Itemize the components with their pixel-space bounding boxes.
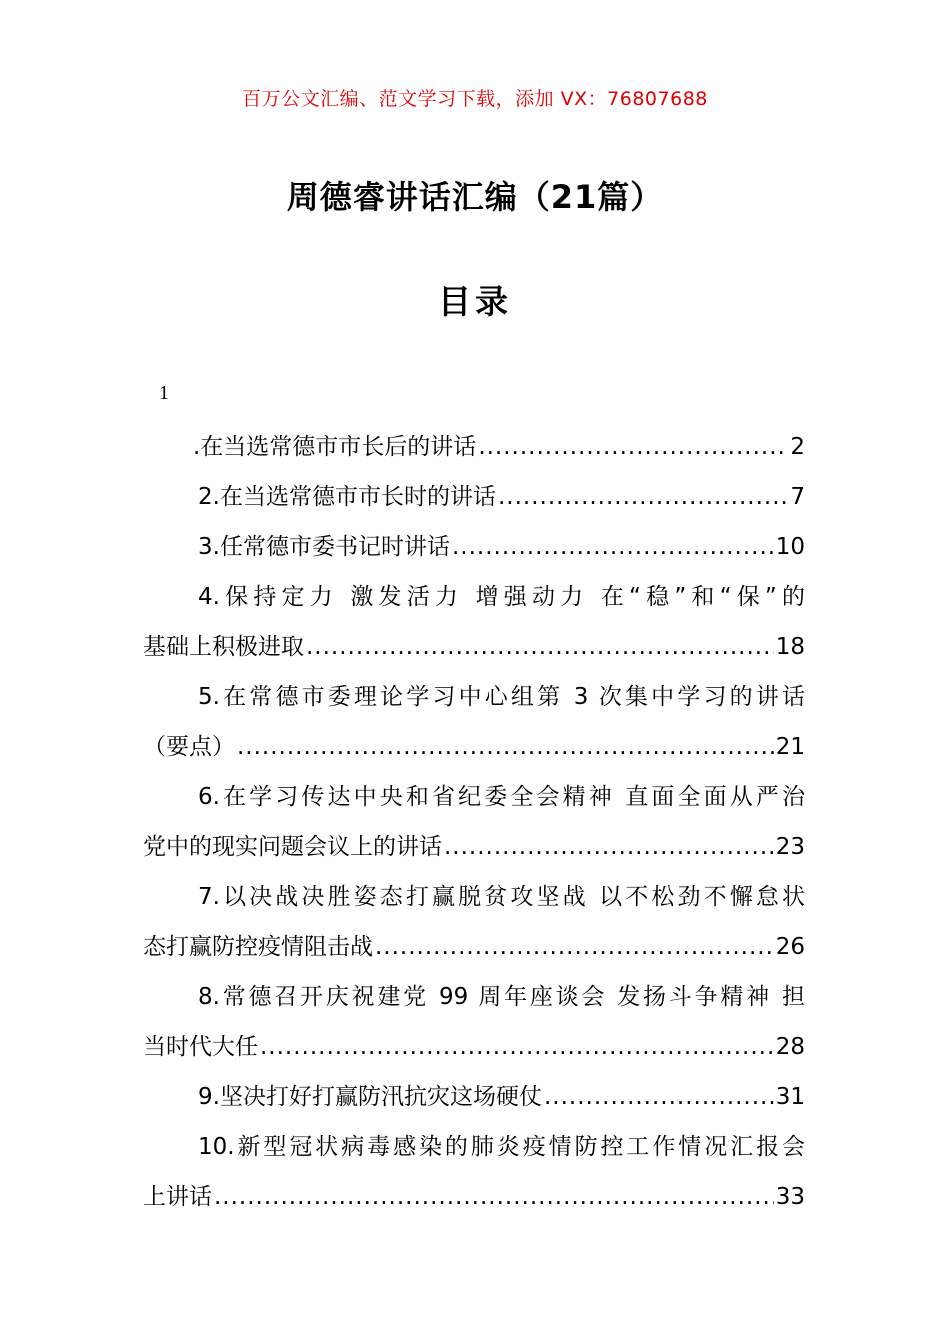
toc-entry[interactable] xyxy=(143,1072,805,1122)
toc-entry-page: 28 xyxy=(775,1034,805,1060)
page-marker: 1 xyxy=(159,382,169,404)
toc-entry[interactable] xyxy=(143,572,805,672)
toc-leader-dots xyxy=(306,622,774,672)
toc-entry-title-line2: 党中的现实问题会议上的讲话 xyxy=(143,834,442,860)
toc-entry-title: .在当选常德市市长后的讲话 xyxy=(193,434,477,460)
toc-entry[interactable] xyxy=(143,872,805,972)
toc-leader-dots xyxy=(478,422,788,472)
toc-entry-title-line1: 5.在常德市委理论学习中心组第 3 次集中学习的讲话 xyxy=(198,684,805,710)
toc-entry-page: 23 xyxy=(775,834,805,860)
toc-heading: 目录 xyxy=(438,282,512,321)
toc-entry-title: 3.任常德市委书记时讲话 xyxy=(198,534,450,560)
toc-entry-title-line2: 基础上积极进取 xyxy=(143,634,304,660)
toc-entry-page: 33 xyxy=(775,1184,805,1210)
toc-entry-title-line2: 当时代大任 xyxy=(143,1034,258,1060)
toc-entry-title-line2: 上讲话 xyxy=(143,1184,212,1210)
toc-leader-dots xyxy=(452,522,774,572)
toc-entry-page: 31 xyxy=(775,1084,805,1110)
toc-leader-dots xyxy=(544,1072,774,1122)
toc-entry-title: 2.在当选常德市市长时的讲话 xyxy=(198,484,496,510)
toc-entry-title-line2: 态打赢防控疫情阻击战 xyxy=(143,934,373,960)
toc-entry[interactable] xyxy=(143,522,805,572)
toc-leader-dots xyxy=(444,822,774,872)
toc-leader-dots xyxy=(498,472,788,522)
toc-entry[interactable] xyxy=(143,972,805,1072)
toc-leader-dots xyxy=(375,922,774,972)
toc-entry-page: 10 xyxy=(775,534,805,560)
toc-entry[interactable] xyxy=(143,1122,805,1222)
toc-entry[interactable] xyxy=(143,422,805,472)
toc-entry-title-line1: 8.常德召开庆祝建党 99 周年座谈会 发扬斗争精神 担 xyxy=(198,984,805,1010)
toc-entry-page: 2 xyxy=(790,434,805,460)
toc-entry-title-line2: （要点） xyxy=(143,734,235,760)
toc-entry-title-line1: 4.保持定力 激发活力 增强动力 在“稳”和“保”的 xyxy=(198,584,805,610)
toc-entry-title-line1: 10.新型冠状病毒感染的肺炎疫情防控工作情况汇报会 xyxy=(198,1134,805,1160)
toc-entry-page: 21 xyxy=(775,734,805,760)
toc-entry-title: 9.坚决打好打赢防汛抗灾这场硬仗 xyxy=(198,1084,542,1110)
toc-entry[interactable] xyxy=(143,672,805,772)
toc-leader-dots xyxy=(237,722,774,772)
toc-entry[interactable] xyxy=(143,772,805,872)
toc-entry-page: 7 xyxy=(790,484,805,510)
toc-entry-title-line1: 6.在学习传达中央和省纪委全会精神 直面全面从严治 xyxy=(198,784,805,810)
toc-entry-page: 26 xyxy=(775,934,805,960)
promo-banner: 百万公文汇编、范文学习下载，添加 VX：76807688 xyxy=(242,88,708,110)
page-title: 周德睿讲话汇编（21篇） xyxy=(286,178,664,216)
toc-entry-title-line1: 7.以决战决胜姿态打赢脱贫攻坚战 以不松劲不懈怠状 xyxy=(198,884,805,910)
toc-entry-page: 18 xyxy=(775,634,805,660)
toc-entry[interactable] xyxy=(143,472,805,522)
toc-leader-dots xyxy=(214,1172,774,1222)
table-of-contents xyxy=(143,422,805,1222)
toc-leader-dots xyxy=(260,1022,774,1072)
